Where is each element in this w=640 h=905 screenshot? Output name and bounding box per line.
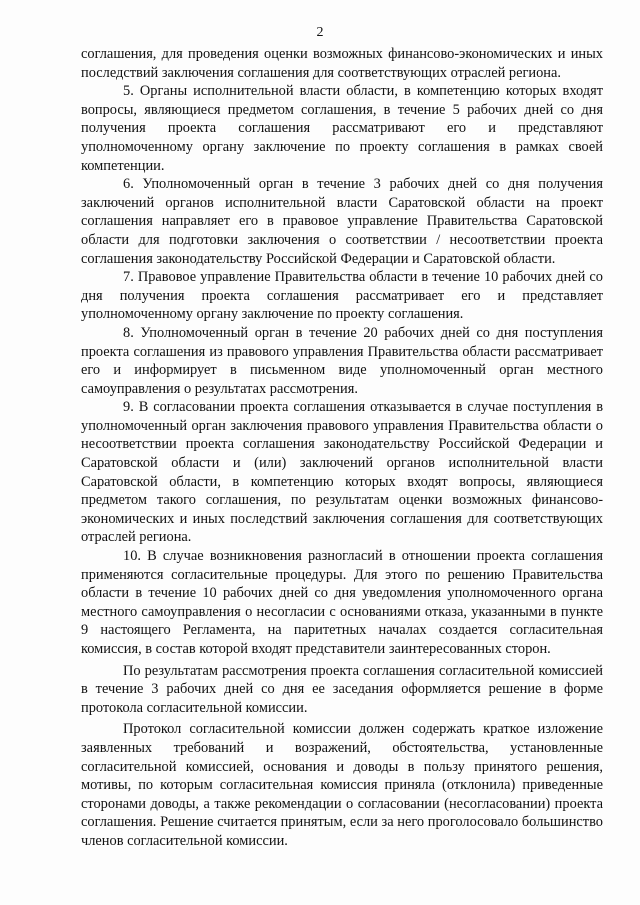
page-number: 2 [316,25,324,40]
paragraph-item-5: 5. Органы исполнительной власти области, в компетенцию которых входят вопросы, являющиеся предметом соглашения, в течение 5 рабочих дней со дня получения проекта соглашения рассматривают его и представляют уполномоченному органу заключение по проекту соглашения в рамках своей компетенции. [81,83,603,174]
paragraph-continuation: соглашения, для проведения оценки возможных финансово-экономических и иных последствий заключения соглашения для соответствующих отраслей региона. [81,46,603,81]
paragraph-item-8: 8. Уполномоченный орган в течение 20 рабочих дней со дня поступления проекта соглашения из правового управления Правительства области рассматривает его и информирует в письменном виде уполномоченный орган местного самоуправления о результатах рассмотрения. [81,324,603,397]
paragraph-item-9: 9. В согласовании проекта соглашения отказывается в случае поступления в уполномоченный орган заключения правового управления Правительства области о несоответствии проекта соглашения законодательству Российской Федерации и Саратовской области и (или) заключений органов исполнительной власти Саратовской области, в компетенцию которых входят вопросы, являющиеся предметом такого соглашения, по результатам оценки возможных финансово-экономических и иных последствий заключения соглашения для соответствующих отраслей региона. [81,399,603,546]
paragraph-item-10: 10. В случае возникновения разногласий в отношении проекта соглашения применяются согласительные процедуры. Для этого по решению Правительства области в течение 10 рабочих дней со дня уведомления уполномоченного органа местного самоуправления о несогласии с основаниями отказа, указанными в пункте 9 настоящего Регламента, на паритетных началах создается согласительная комиссия, в состав которой входят представители заинтересованных сторон. [81,548,603,657]
paragraph-commission-decision: По результатам рассмотрения проекта соглашения согласительной комиссией в течение 3 рабочих дней со дня ее заседания оформляется решение в форме протокола согласительной комиссии. [81,662,603,716]
paragraph-item-6: 6. Уполномоченный орган в течение 3 рабочих дней со дня получения заключений органов исполнительной власти Саратовской области на проект соглашения направляет его в правовое управление Правительства Саратовской области для подготовки заключения о соответствии / несоответствии проекта соглашения законодательству Российской Федерации и Саратовской области. [81,176,603,267]
document-body [81,45,603,851]
paragraph-item-7: 7. Правовое управление Правительства области в течение 10 рабочих дней со дня получения проекта соглашения рассматривает его и представляет уполномоченному органу заключение по проекту соглашения. [81,269,603,323]
paragraph-commission-protocol: Протокол согласительной комиссии должен содержать краткое изложение заявленных требований и возражений, обстоятельства, установленные согласительной комиссией, основания и доводы в пользу принятого решения, мотивы, по которым согласительная комиссия приняла (отклонила) приведенные сторонами доводы, а также рекомендации о согласовании (несогласовании) проекта соглашения. Решение считается принятым, если за него проголосовало большинство членов согласительной комиссии. [81,721,603,849]
